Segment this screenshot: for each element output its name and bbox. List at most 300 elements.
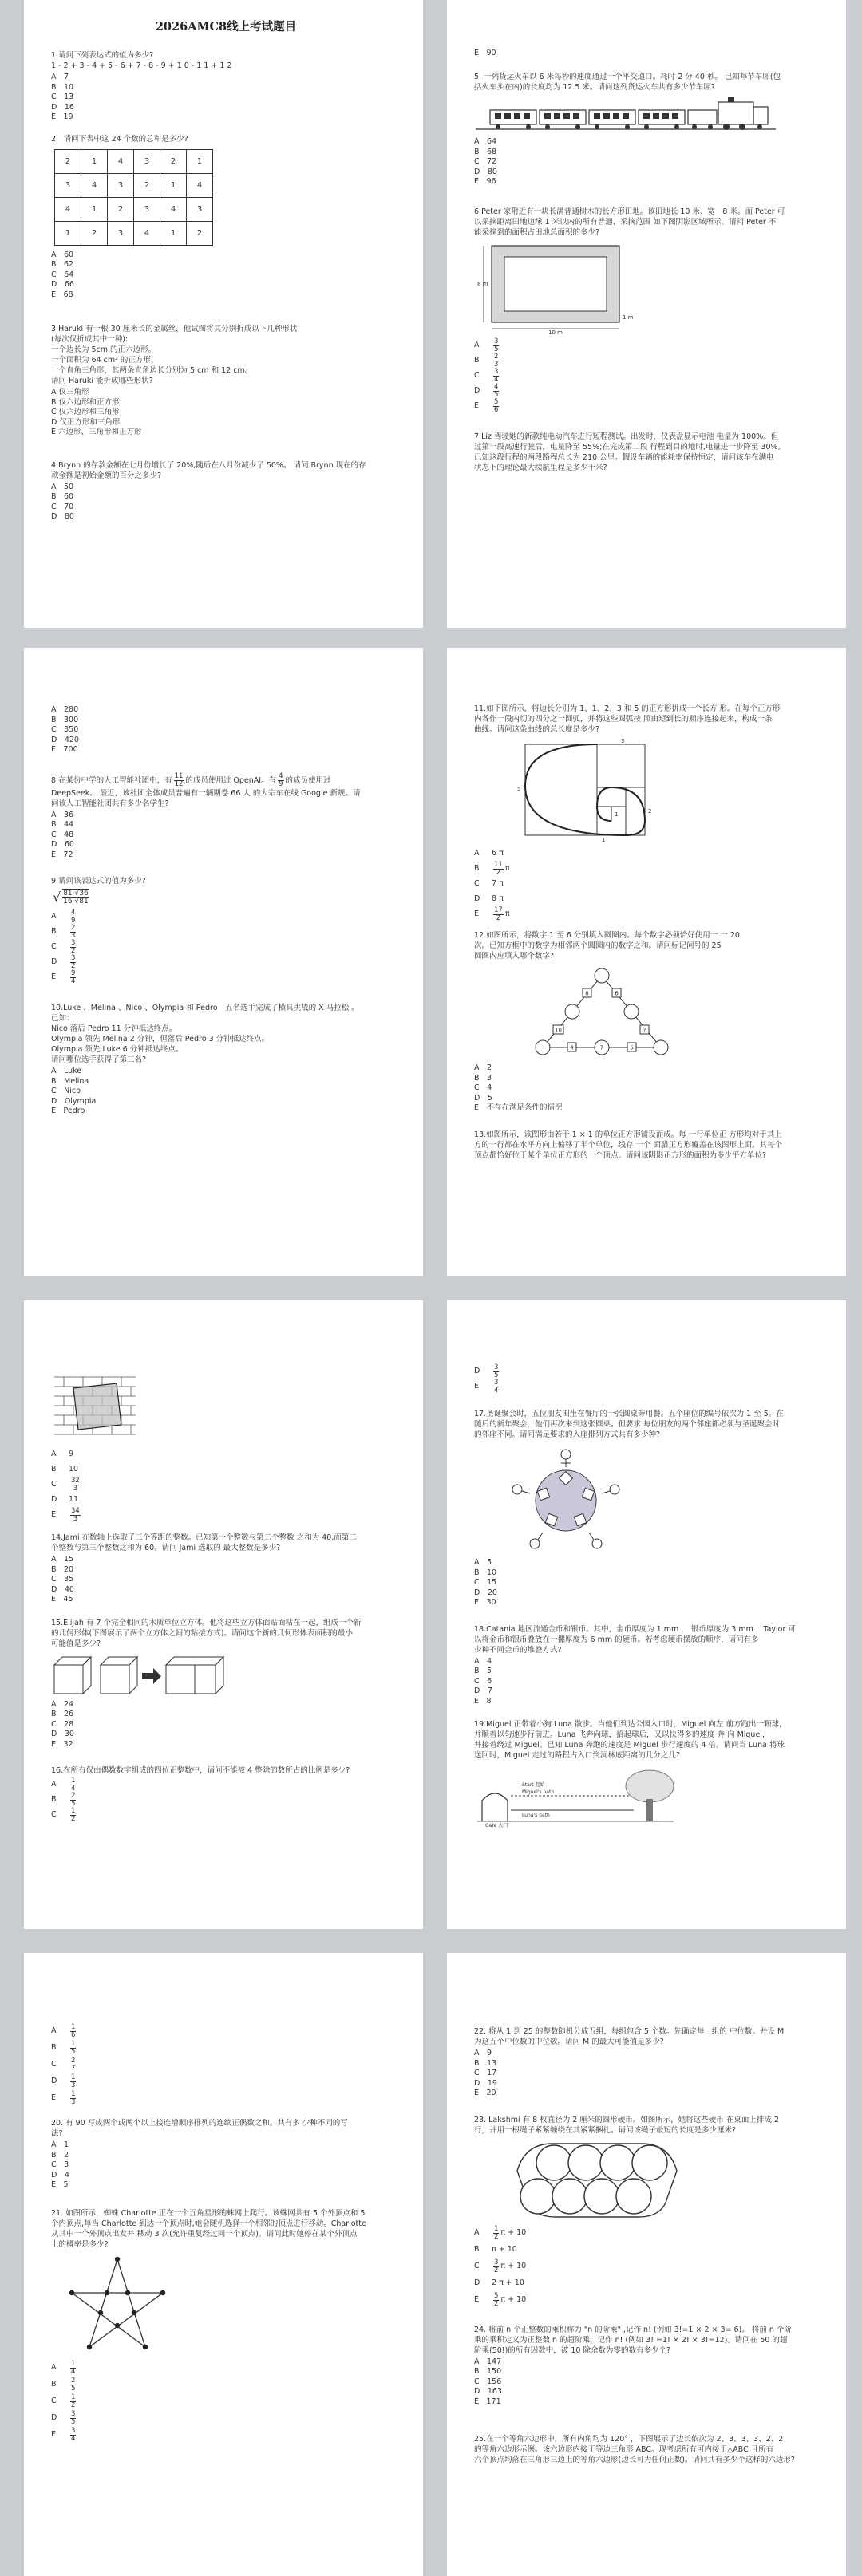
- question-1-stem: 1.请问下列表达式的值为多少?: [51, 51, 154, 60]
- question-22-stem-line: 为这五个中位数的中位数。请问 M 的最大可能值是多少?: [474, 2038, 664, 2046]
- option-c[interactable]: C $\frac{3}{2}$: [51, 939, 76, 955]
- question-22: [474, 2026, 824, 2099]
- option-c[interactable]: C 7 π: [474, 879, 504, 889]
- page-4: [447, 648, 846, 1276]
- question-17-stem-line: 的邻座不同。请问满足要求的入座排列方式共有多少种?: [474, 1430, 661, 1439]
- option-b[interactable]: B 60: [51, 492, 74, 501]
- question-16-options-continued: [474, 1364, 824, 1395]
- question-11: [474, 704, 824, 922]
- option-b[interactable]: B 5: [474, 1667, 492, 1675]
- option-a[interactable]: A 1: [51, 2140, 69, 2149]
- question-10-options: [51, 1067, 401, 1117]
- page-1: [24, 0, 423, 628]
- option-e[interactable]: E 5: [51, 2180, 69, 2189]
- question-16-stem-line: 16.在所有仅由偶数数字组成的四位正整数中，请问不能被 4 整除的数所占的比例是多少?: [51, 1766, 350, 1775]
- option-c[interactable]: C 仅六边形和三角形: [51, 408, 120, 416]
- label-2: 2: [648, 808, 652, 815]
- option-d[interactable]: D 4: [51, 2170, 69, 2180]
- question-4-options: [51, 483, 401, 523]
- grid-cell: 4: [160, 197, 187, 221]
- question-11-stem-line: 曲线。请问这条曲线的总长度是多少?: [474, 725, 600, 734]
- question-18-stem-line: 18.Catania 地区流通金币和银币。其中，金币厚度为 1 mm ， 银币厚度为 3 mm ，Taylor 可: [474, 1624, 796, 1634]
- question-24-stem-line: 乘的乘积定义为正整数 n 的超阶乘，记作 n! (例如 3! =1! × 2! × 3!=12)。请问在 50 的超: [474, 2335, 788, 2345]
- question-9-stem: 9.请问该表达式的值为多少?: [51, 877, 146, 886]
- option-c[interactable]: C 3: [51, 2160, 69, 2169]
- option-d[interactable]: D $\frac{4}{5}$: [474, 382, 499, 399]
- cubes-figure: [51, 1652, 227, 1697]
- question-7: [474, 432, 824, 473]
- question-8-stem-line: 8.在某份中学的人工智能社团中，有 $\frac{11}{12}$ 的成员使用过 OpenAI。有 $\frac{4}{9}$ 的成员使用过: [51, 771, 331, 788]
- question-23-options: [474, 2225, 824, 2309]
- question-12-stem-line: 圆圈内应填入哪个数字?: [474, 952, 555, 961]
- option-e[interactable]: E $\frac{3}{4}$: [51, 2426, 76, 2443]
- option-b[interactable]: B 2: [51, 2150, 69, 2160]
- star-web-figure: [65, 2253, 169, 2357]
- question-25-stem-line: 的等角六边形示例。该六边形内接于等边三角形 ABC。现考虑所有可内接于△ABC 且所有: [474, 2445, 774, 2454]
- option-a[interactable]: A $\frac{1}{2}$ π + 10: [474, 2224, 527, 2241]
- number-grid: [54, 149, 213, 246]
- grid-cell: 4: [81, 173, 108, 197]
- option-c[interactable]: C $\frac{1}{2}$: [51, 2393, 76, 2409]
- option-e[interactable]: E 20: [474, 2089, 496, 2097]
- option-a[interactable]: A 36: [51, 810, 74, 819]
- round-table-figure: [498, 1443, 634, 1555]
- question-17-options: [474, 1558, 824, 1608]
- option-b[interactable]: B 3: [474, 1073, 492, 1083]
- question-7-options: [51, 705, 401, 755]
- option-e[interactable]: E 8: [474, 1696, 492, 1706]
- question-1-options: [51, 73, 401, 123]
- option-a[interactable]: A 6 π: [474, 849, 504, 858]
- grid-cell: 4: [55, 197, 81, 221]
- label-1: 1: [615, 811, 619, 818]
- question-14-stem-line: 14.Jami 在数轴上选取了三个等距的整数。已知第一个整数与第二个整数 之和为 40,而第二: [51, 1533, 357, 1542]
- question-17: [474, 1409, 824, 1608]
- grid-cell: 2: [55, 149, 81, 173]
- option-e[interactable]: E $\frac{5}{2}$ π + 10: [474, 2291, 527, 2308]
- question-7-stem-line: 状态下的理论最大续航里程是多少千米?: [474, 463, 607, 472]
- grid-cell: 1: [55, 221, 81, 245]
- label-1: 1: [602, 837, 606, 843]
- option-c[interactable]: C 28: [51, 1719, 74, 1729]
- question-23-stem-line: 23. Lakshmi 有 8 枚直径为 2 厘米的圆形硬币。如图所示，她将这些硬币 在桌面上排成 2: [474, 2115, 779, 2124]
- question-16-options: [51, 1777, 401, 1823]
- option-c[interactable]: C $\frac{3}{2}$ π + 10: [474, 2258, 527, 2274]
- box-label: 4: [570, 1044, 574, 1051]
- question-5: [474, 72, 824, 187]
- option-c[interactable]: C $\frac{32}{3}$: [51, 1477, 80, 1493]
- grid-cell: 3: [55, 173, 81, 197]
- question-21: [51, 2208, 401, 2444]
- grid-cell: 1: [187, 149, 213, 173]
- question-17-stem-line: 17.圣诞聚会时，五位朋友围坐在餐厅的一张圆桌旁用餐。五个座位的编号依次为 1 至 5。在: [474, 1410, 784, 1418]
- option-a[interactable]: A 2: [474, 1063, 492, 1072]
- question-1-expression: 1 - 2 + 3 - 4 + 5 - 6 + 7 - 8 - 9 + 1 0 - 1 1 + 1 2: [51, 61, 232, 70]
- question-8: [51, 773, 401, 861]
- option-a[interactable]: A 15: [51, 1555, 74, 1564]
- option-a[interactable]: A 60: [51, 250, 74, 259]
- question-20-options: [51, 2140, 401, 2191]
- option-d[interactable]: D 163: [474, 2387, 502, 2396]
- option-e[interactable]: E 96: [474, 177, 496, 186]
- option-a[interactable]: A $\frac{1}{4}$: [51, 1777, 76, 1793]
- question-14-options: [51, 1555, 401, 1605]
- option-e[interactable]: E 700: [51, 745, 78, 754]
- option-a[interactable]: A 5: [474, 1558, 492, 1567]
- option-d[interactable]: D 30: [51, 1730, 74, 1738]
- option-b[interactable]: B $\frac{2}{3}$: [474, 352, 499, 369]
- train-figure: [474, 96, 777, 134]
- option-d[interactable]: D 仅正方形和三角形: [51, 417, 121, 427]
- option-d[interactable]: D 19: [474, 2078, 497, 2088]
- question-15-stem-line: 的几何形体(下图展示了两个立方体之间的粘接方式)。请问这个新的几何形体表面积的最小: [51, 1628, 353, 1638]
- option-d[interactable]: D 80: [51, 512, 74, 521]
- page-3: [24, 648, 423, 1276]
- grid-cell: 2: [134, 173, 160, 197]
- question-12-options: [474, 1063, 824, 1114]
- question-3-options: [51, 388, 401, 438]
- page-2: [447, 0, 846, 628]
- option-c[interactable]: C $\frac{2}{7}$: [51, 2057, 76, 2073]
- question-8-stem-line: DeepSeek。 最近，该社团全体成员普遍有一辆期卷 66 人 的大宗车在线 Google 新规。请: [51, 788, 361, 798]
- option-b[interactable]: B $\frac{2}{5}$: [51, 2376, 76, 2393]
- question-21-stem-line: 上的概率是多少?: [51, 2239, 109, 2249]
- question-23: [474, 2115, 824, 2309]
- option-e[interactable]: E $\frac{5}{6}$: [474, 397, 499, 414]
- question-5-stem-line: 括火车头在内)的长度均为 12.5 米。请问这列货运火车共有多少节车厢?: [474, 83, 715, 92]
- option-d[interactable]: D $\frac{3}{5}$: [51, 2409, 76, 2426]
- option-d[interactable]: D 7: [474, 1686, 492, 1695]
- question-mark-label: ?: [643, 1027, 646, 1034]
- question-2: [51, 134, 401, 301]
- question-19-stem-line: 并顺着以匀速步行前进。Luna 飞奔向球，拾起球后，又以快得多的速度 奔 向 Miguel，: [474, 1730, 770, 1739]
- question-15: [51, 1618, 401, 1750]
- question-21-stem-line: 从其中一个外顶点出发并 移动 3 次(允许重复经过同一个顶点)。请问此时她停在某个外顶点: [51, 2229, 358, 2239]
- question-12: [474, 930, 824, 1114]
- question-25-stem-line: 25.在一个等角六边形中，所有内角均为 120° ，下图展示了边长依次为 2、3、3、3、2、2: [474, 2435, 784, 2444]
- option-b[interactable]: B 仅六边形和正方形: [51, 397, 120, 407]
- option-a[interactable]: A 280: [51, 705, 79, 714]
- question-10-stem-line: 请问哪位选手获得了第三名?: [51, 1055, 147, 1064]
- grid-cell: 4: [187, 173, 213, 197]
- page-8: [447, 1953, 846, 2576]
- dim-label-border: 1 m: [623, 314, 634, 321]
- option-a[interactable]: A 9: [51, 1450, 74, 1459]
- option-c[interactable]: C 156: [474, 2377, 502, 2386]
- option-d[interactable]: D $\frac{3}{5}$: [474, 1363, 499, 1379]
- option-e[interactable]: E 45: [51, 1595, 73, 1604]
- option-b[interactable]: B 300: [51, 715, 79, 724]
- option-c[interactable]: C 13: [51, 93, 74, 101]
- option-d[interactable]: D 66: [51, 280, 74, 289]
- dim-label-height: 8 m: [477, 280, 488, 287]
- option-b[interactable]: B $\frac{1}{5}$: [51, 2040, 76, 2056]
- page-5: [24, 1300, 423, 1929]
- box-label: 5: [630, 1044, 634, 1051]
- option-a[interactable]: A 64: [474, 137, 497, 146]
- option-e[interactable]: E 不存在满足条件的情况: [474, 1103, 563, 1112]
- grid-cell: 3: [134, 149, 160, 173]
- question-6-stem-line: 以采摘距离田地边缘 1 米以内的所有普通、采摘范围 如下图阴影区域所示。请问 Peter 不: [474, 217, 777, 227]
- grid-cell: 1: [81, 149, 108, 173]
- park-path-figure: [474, 1764, 682, 1828]
- option-d[interactable]: D Olympia: [51, 1096, 97, 1106]
- question-24-stem-line: 24. 将前 n 个正整数的乘积称为 "n 的阶乘" ,记作 n! (例如 3!=1 × 2 × 3= 6)。 将前 n 个阶: [474, 2325, 792, 2334]
- question-18-stem-line: 以将金币和银币叠放在一摞厚度为 6 mm 的硬币。若考虑硬币摆放的顺序，请问有多: [474, 1635, 759, 1644]
- option-a[interactable]: A 147: [474, 2357, 502, 2366]
- option-b[interactable]: B 44: [51, 820, 74, 829]
- question-3-stem-line: 3.Haruki 有一根 30 厘米长的金属丝，他试图将其分别折成以下几种形状: [51, 325, 298, 333]
- question-25: [474, 2434, 824, 2465]
- question-12-stem-line: 12.如图所示，将数字 1 至 6 分别填入圆圈内。每个数字必须恰好使用一 一 20: [474, 931, 740, 940]
- question-2-options: [51, 250, 401, 301]
- question-6-stem-line: 能采摘到的面积占田地总面积的多少?: [474, 227, 600, 237]
- question-5-stem-line: 5. 一列货运火车以 6 米每秒的速度通过一个平交道口。耗时 2 分 40 秒。 已知每节车厢(包: [474, 73, 781, 81]
- option-e[interactable]: E 六边形、三角形和正方形: [51, 428, 142, 436]
- gate-label: Gate 大门: [485, 1823, 508, 1828]
- question-19: [474, 1719, 824, 1828]
- document-title: 2026AMC8线上考试题目: [155, 20, 297, 34]
- option-c[interactable]: C 350: [51, 725, 79, 734]
- question-6: [474, 207, 824, 414]
- question-13-options: [51, 1447, 401, 1523]
- option-c[interactable]: C Nico: [51, 1087, 81, 1095]
- grid-cell: 2: [160, 149, 187, 173]
- option-d[interactable]: D 420: [51, 735, 79, 744]
- option-a[interactable]: A 9: [474, 2049, 492, 2057]
- grid-cell: 3: [187, 197, 213, 221]
- option-a[interactable]: A $\frac{4}{9}$: [51, 909, 76, 925]
- option-b[interactable]: B $\frac{2}{5}$: [51, 1792, 76, 1808]
- question-6-options: [474, 338, 824, 414]
- option-a[interactable]: A 仅三角形: [51, 388, 89, 396]
- option-e[interactable]: E Pedro: [51, 1107, 85, 1115]
- option-a[interactable]: A 4: [474, 1656, 492, 1666]
- option-d[interactable]: D 11: [51, 1495, 79, 1505]
- option-c[interactable]: C 35: [51, 1575, 74, 1584]
- question-10-stem-line: 10.Luke 、Melina 、Nico 、Olympia 和 Pedro 五名选手完成了横具挑战的 X 马拉松 。: [51, 1004, 359, 1012]
- question-10-stem-line: Olympia 领先 Luke 6 分钟抵达终点。: [51, 1045, 184, 1054]
- grid-cell: 1: [81, 197, 108, 221]
- start-label: Start 起始: [522, 1782, 545, 1788]
- box-label: 6: [615, 990, 619, 997]
- question-19-options: [51, 2023, 401, 2107]
- question-6-stem-line: 6.Peter 家附近有一块长满普通树木的长方形田地。该田地长 10 米、宽 8 米。而 Peter 可: [474, 207, 785, 216]
- option-c[interactable]: C 70: [51, 502, 74, 511]
- question-22-stem-line: 22. 将从 1 到 25 的整数随机分成五组，每组包含 5 个数。先确定每一组的 中位数。并设 M: [474, 2027, 785, 2036]
- question-24: [474, 2325, 824, 2408]
- option-c[interactable]: C 64: [51, 270, 74, 279]
- grid-cell: 3: [108, 221, 134, 245]
- question-11-stem-line: 11.如下图所示，将边长分别为 1、1、2、3 和 5 的正方形拼成一个长方 形。在每个正方形: [474, 704, 781, 713]
- option-a[interactable]: A 50: [51, 482, 74, 491]
- option-e[interactable]: E 72: [51, 850, 73, 859]
- option-e[interactable]: E $\frac{17}{2}$ π: [474, 906, 510, 922]
- question-19-stem-line: 并接着绕过 Miguel。已知 Luna 奔跑的速度是 Miguel 步行速度的 4 倍。请问当 Luna 将球: [474, 1741, 785, 1750]
- question-23-stem-line: 行，并用一根绳子紧紧缠绕在其紧紧捆扎。请问该绳子最短的长度是多少厘米?: [474, 2125, 737, 2135]
- option-c[interactable]: C $\frac{1}{2}$: [51, 1807, 76, 1823]
- page-6: [447, 1300, 846, 1929]
- question-9-options: [51, 909, 401, 985]
- circle-triangle-figure: [522, 965, 682, 1060]
- question-7-stem-line: 已知这段行程的两段路程总长为 210 公里。假设车辆的能耗率保持恒定，请问该车在满电: [474, 452, 774, 462]
- grid-cell: 3: [108, 173, 134, 197]
- option-b[interactable]: B Melina: [51, 1076, 89, 1086]
- option-b[interactable]: B 68: [474, 147, 497, 156]
- question-3-stem-line: (每次仅折成其中一种):: [51, 335, 129, 344]
- grid-cell: 4: [108, 149, 134, 173]
- option-b[interactable]: B $\frac{11}{2}$ π: [474, 861, 510, 877]
- question-24-options: [474, 2357, 824, 2408]
- question-19-stem-line: 19.Miguel 正带着小狗 Luna 散步。当他们到达公园入口时，Miguel 向左 前方跑出一颗球，: [474, 1720, 787, 1729]
- question-3-stem-line: 一个面积为 64 cm² 的正方形。: [51, 356, 159, 365]
- question-11-options: [474, 846, 824, 922]
- circle-label: 7: [599, 1044, 604, 1051]
- question-7-stem-line: 7.Liz 驾驶她的新款纯电动汽车进行短程测试。出发时，仪表盘显示电池 电量为 100%。但: [474, 432, 779, 441]
- option-c[interactable]: C 48: [51, 830, 74, 839]
- luna-path-label: Luna's path: [522, 1813, 550, 1818]
- question-10-stem-line: Olympia 领先 Melina 2 分钟，但落后 Pedro 3 分钟抵达终点。: [51, 1035, 270, 1043]
- option-b[interactable]: B 13: [474, 2058, 497, 2068]
- option-c[interactable]: C 4: [474, 1083, 492, 1092]
- question-20: [51, 2118, 401, 2191]
- option-e[interactable]: E $\frac{1}{3}$: [51, 2090, 76, 2106]
- question-14-stem-line: 个整数与第三个整数之和为 60。请问 Jami 选取的 最大整数是多少?: [51, 1544, 281, 1552]
- question-21-stem-line: 21. 如图所示，蜘蛛 Charlotte 正在一个五角星形的蛛网上爬行。该蛛网共有 5 个外顶点和 5: [51, 2208, 366, 2218]
- option-e[interactable]: E 30: [474, 1598, 496, 1607]
- question-24-stem-line: 阶乘(50!)的所有因数中，被 10 除余数为零的数有多少个?: [474, 2345, 670, 2355]
- question-20-stem-line: 20. 有 90 写成两个或两个以上接连增顺序排列的连续正偶数之和。共有多 少种不同的写: [51, 2119, 348, 2128]
- question-15-stem-line: 可能值是多少?: [51, 1639, 101, 1648]
- question-8-options: [51, 811, 401, 861]
- option-d[interactable]: D 80: [474, 167, 497, 176]
- question-11-stem-line: 内各作一段内切的四分之一圆弧，并将这些圆弧按 照由短到长的顺序连接起来，构成一条: [474, 715, 773, 724]
- question-3-stem-line: 一个直角三角形，其两条直角边长分别为 5 cm 和 12 cm。: [51, 366, 253, 375]
- question-8-stem-line: 问该人工智能社团共有多少名学生?: [51, 799, 169, 808]
- radical-expression: √ $\frac{81\cdot√36}{16\cdot√81}$: [53, 889, 89, 905]
- option-d[interactable]: D 2 π + 10: [474, 2278, 524, 2287]
- question-15-stem-line: 15.Elijah 有 7 个完全相同的木质单位立方体。他将这些立方体面贴面粘在一起，组成一个新: [51, 1618, 362, 1627]
- option-e[interactable]: E $\frac{3}{4}$: [474, 1379, 499, 1395]
- question-22-options: [474, 2049, 824, 2099]
- question-13-stem-line: 13.如图所示，该图形由若干 1 × 1 的单位正方形铺设而成。每 一行单位正 方形均对于其上: [474, 1130, 782, 1139]
- option-b[interactable]: B 26: [51, 1710, 74, 1718]
- grid-cell: 2: [81, 221, 108, 245]
- option-c[interactable]: C 17: [474, 2069, 497, 2077]
- question-10-stem-line: 已知：: [51, 1014, 74, 1023]
- option-d[interactable]: D 40: [51, 1584, 74, 1594]
- option-b[interactable]: B $\frac{2}{3}$: [51, 924, 76, 940]
- question-10-stem-line: Nico 落后 Pedro 11 分钟抵达终点。: [51, 1024, 177, 1033]
- option-b[interactable]: B 10: [51, 82, 74, 92]
- spiral-figure: [514, 738, 674, 843]
- option-d[interactable]: D 16: [51, 102, 74, 112]
- box-label: 10: [555, 1027, 562, 1034]
- option-a[interactable]: A $\frac{1}{6}$: [51, 2023, 76, 2039]
- grid-cell: 1: [160, 173, 187, 197]
- question-3: [51, 324, 401, 438]
- option-d[interactable]: D 20: [474, 1588, 497, 1597]
- box-label: 8: [585, 990, 589, 997]
- option-e[interactable]: E 171: [474, 2397, 501, 2406]
- field-figure: [474, 241, 650, 335]
- option-a[interactable]: A $\frac{3}{5}$: [474, 337, 499, 353]
- question-14: [51, 1533, 401, 1605]
- question-16: [51, 1765, 401, 1823]
- question-21-options: [51, 2360, 401, 2444]
- question-3-stem-line: 请问 Haruki 能折成哪些形状?: [51, 377, 153, 385]
- question-18-stem-line: 少种不同金币的堆叠方式?: [474, 1645, 562, 1655]
- question-4-stem-line: 款金额是初始金额的百分之多少?: [51, 471, 162, 480]
- option-c[interactable]: C 6: [474, 1676, 492, 1686]
- option-c[interactable]: C 72: [474, 157, 497, 166]
- option-c[interactable]: C 15: [474, 1578, 497, 1587]
- option-c[interactable]: C $\frac{3}{4}$: [474, 367, 499, 384]
- grid-cell: 1: [160, 221, 187, 245]
- coins-figure: [506, 2139, 690, 2222]
- question-4: [51, 460, 401, 523]
- option-b[interactable]: B 10: [51, 1465, 79, 1474]
- question-19-stem-line: 送回时，Miguel 走过的路程占入口到洞林底距离的几分之几?: [474, 1751, 680, 1760]
- question-25-stem-line: 六个顶点均落在三角形三边上的等角六边形(边长可为任何正数)。请问共有多少个这样的六边形?: [474, 2456, 795, 2464]
- grid-cell: 4: [134, 221, 160, 245]
- question-20-stem-line: 法?: [51, 2129, 63, 2138]
- option-b[interactable]: B 10: [474, 1568, 497, 1577]
- grid-cell: 2: [187, 221, 213, 245]
- option-d[interactable]: D 60: [51, 840, 74, 849]
- question-3-stem-line: 一个边长为 5cm 的正六边形。: [51, 345, 156, 354]
- option-d[interactable]: D $\frac{3}{2}$: [51, 954, 76, 970]
- question-18-options: [474, 1657, 824, 1707]
- option-b[interactable]: B 20: [51, 1564, 74, 1574]
- question-18: [474, 1624, 824, 1707]
- option-e[interactable]: E 32: [51, 1739, 73, 1749]
- option-a[interactable]: A 24: [51, 1699, 74, 1709]
- brick-tiling-figure: [51, 1372, 139, 1444]
- option-e[interactable]: E 19: [51, 112, 73, 121]
- option-d[interactable]: D 5: [474, 1093, 492, 1103]
- option-b[interactable]: B 150: [474, 2367, 502, 2376]
- label-5: 5: [517, 786, 521, 792]
- question-12-stem-line: 次。已知方框中的数字为相邻两个圆圈内的数字之和。请问标记问号的 25: [474, 941, 722, 950]
- question-17-stem-line: 随后的新年聚会，他们再次来到这张圆桌。但要求 每位朋友的两个邻座都必须与圣诞聚会时: [474, 1420, 781, 1429]
- question-9: [51, 876, 401, 985]
- grid-cell: 2: [108, 197, 134, 221]
- option-e[interactable]: E 68: [51, 290, 73, 299]
- question-2-stem: 2．请问下表中这 24 个数的总和是多少?: [51, 134, 188, 144]
- option-d[interactable]: D 8 π: [474, 894, 504, 904]
- question-4-stem-line: 4.Brynn 的存款金额在七月份增长了 20%,随后在八月份减少了 50%。 请问 Brynn 现在的存: [51, 460, 366, 470]
- question-13-stem-line: 方的一行都在水平方向上偏移了半个单位，线存 一个 面腊正方形覆盖在该图形上面。其每个: [474, 1140, 783, 1150]
- question-1: [51, 50, 401, 123]
- grid-cell: 3: [134, 197, 160, 221]
- option-a[interactable]: A Luke: [51, 1067, 82, 1075]
- option-e[interactable]: E $\frac{34}{3}$: [51, 1507, 80, 1523]
- question-7-stem-line: 过第一段高速行驶后，电量降至 55%;在完成第二段 行程到目的地时,电量进一步降至 30%。: [474, 442, 786, 452]
- question-21-stem-line: 个内顶点,每当 Charlotte 到达一个顶点时,她会随机选择一个相邻的顶点进行移动。Charlotte: [51, 2219, 366, 2228]
- option-b[interactable]: B π + 10: [474, 2244, 517, 2254]
- option-b[interactable]: B 62: [51, 260, 74, 269]
- label-3: 3: [621, 738, 625, 744]
- option-a[interactable]: A $\frac{1}{4}$: [51, 2359, 76, 2376]
- option-e[interactable]: E $\frac{9}{4}$: [51, 969, 76, 985]
- option-e[interactable]: E 90: [474, 49, 496, 57]
- question-15-options: [51, 1700, 401, 1750]
- question-13-stem-line: 顶点都恰好位于某个单位正方形的一个顶点。请问该阴影正方形的面积为多少平方单位?: [474, 1150, 767, 1160]
- option-a[interactable]: A 7: [51, 73, 69, 81]
- option-d[interactable]: D $\frac{1}{3}$: [51, 2073, 76, 2089]
- question-5-options: [474, 137, 824, 187]
